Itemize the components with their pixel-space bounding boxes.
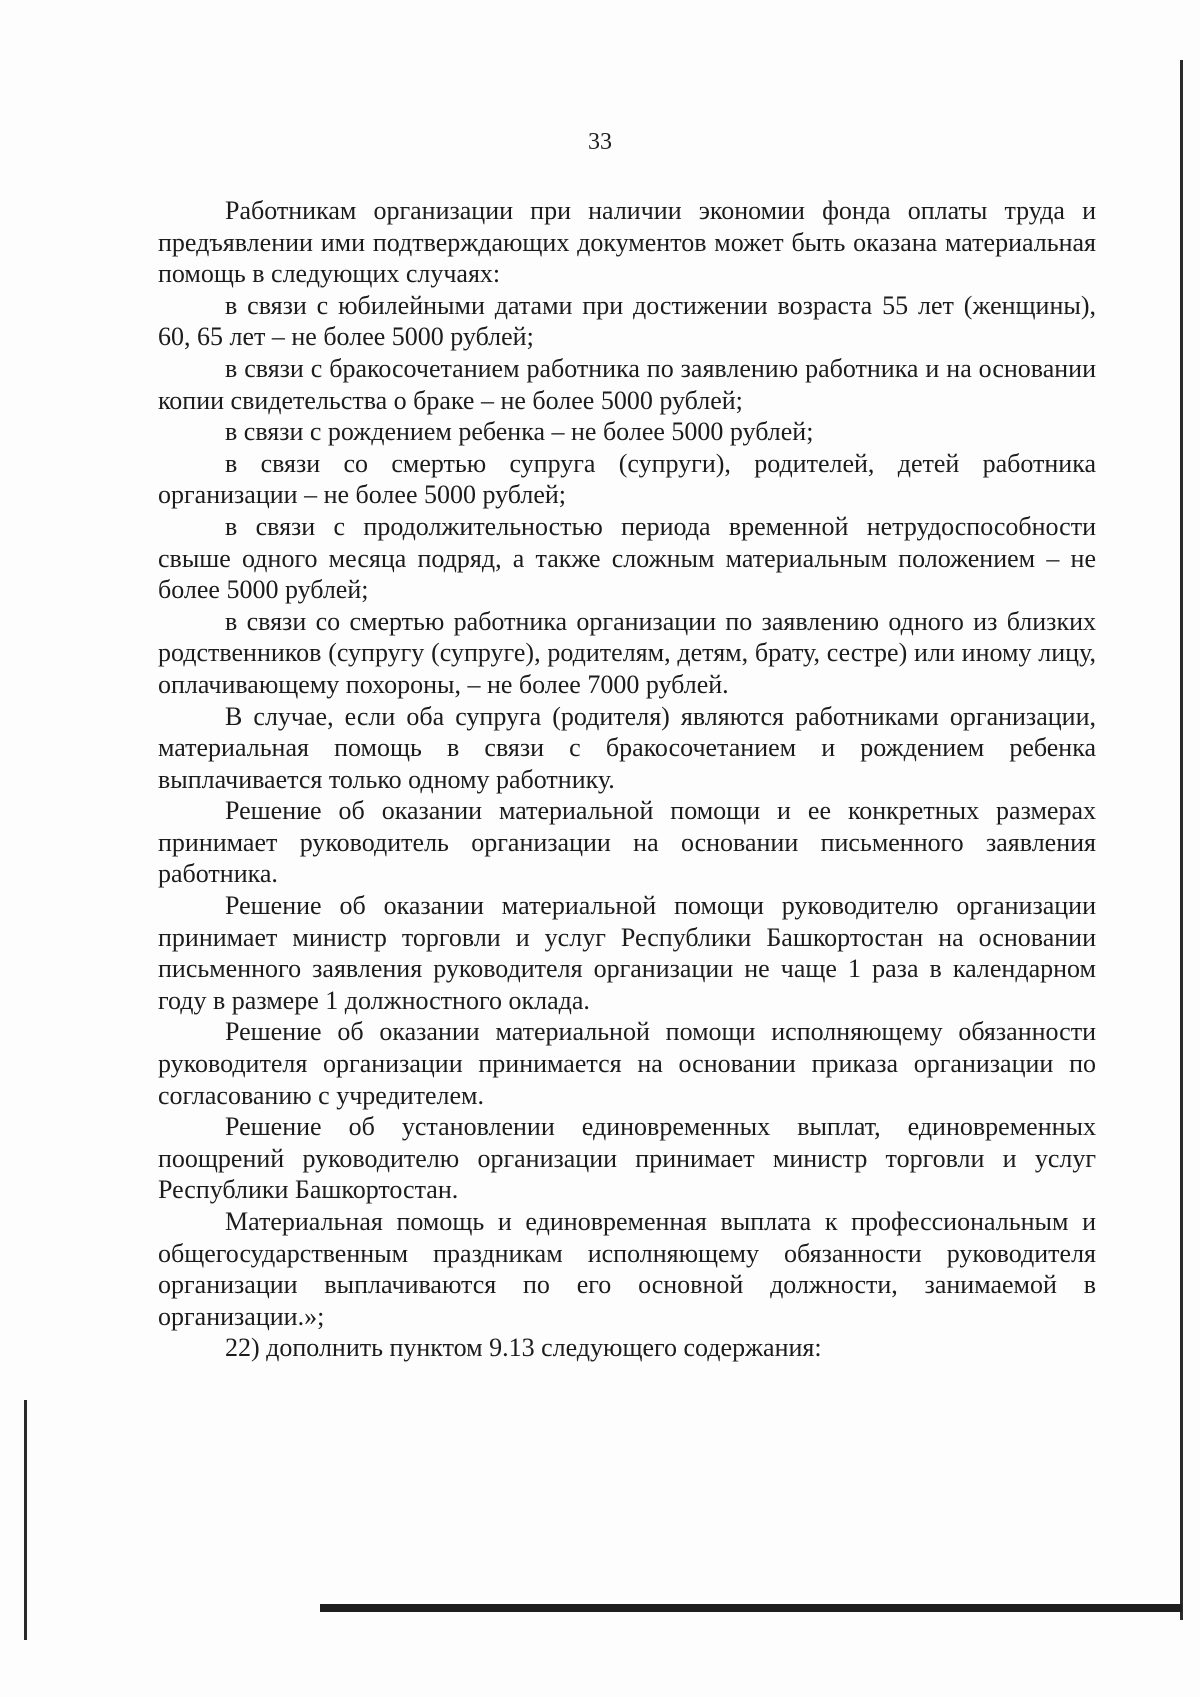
paragraph: в связи с продолжительностью периода временной нетрудоспособности свыше одного месяца подряд, а также сложным материальным положением – не более 5000 рублей; — [158, 511, 1096, 605]
paragraph: В случае, если оба супруга (родителя) являются работниками организации, материальная помощь в связи с бракосочетанием и рождением ребенка выплачивается только одному работнику. — [158, 701, 1096, 794]
page-number: 33 — [588, 129, 612, 155]
paragraph: в связи со смертью работника организации по заявлению одного из близких родственников (супругу (супруге), родителям, детям, брату, сестре) или иному лицу, оплачивающему похороны, – не более 7000 рублей. — [158, 606, 1096, 699]
paragraph: 22) дополнить пунктом 9.13 следующего содержания: — [225, 1333, 822, 1363]
document-body — [158, 195, 1096, 1364]
scan-edge-left — [24, 1400, 27, 1640]
paragraph: Решение об оказании материальной помощи руководителю организации принимает министр торговли и услуг Республики Башкортостан на основании письменного заявления руководителя организации не чаще 1 раза в календарном году в размере 1 должностного оклада. — [158, 891, 1096, 1015]
paragraph: Работникам организации при наличии экономии фонда оплаты труда и предъявлении ими подтверждающих документов может быть оказана материальная помощь в следующих случаях: — [158, 196, 1096, 289]
paragraph: в связи с юбилейными датами при достижении возраста 55 лет (женщины), 60, 65 лет – не более 5000 рублей; — [158, 290, 1096, 352]
paragraph: Материальная помощь и единовременная выплата к профессиональным и общегосударственным праздникам исполняющему обязанности руководителя организации выплачиваются по его основной должности, занимаемой в организации.»; — [158, 1207, 1096, 1331]
paragraph: в связи со смертью супруга (супруги), родителей, детей работника организации – не более 5000 рублей; — [158, 448, 1096, 510]
paragraph: Решение об установлении единовременных выплат, единовременных поощрений руководителю организации принимает министр торговли и услуг Республики Башкортостан. — [158, 1112, 1096, 1205]
paragraph: в связи с бракосочетанием работника по заявлению работника и на основании копии свидетельства о браке – не более 5000 рублей; — [158, 353, 1096, 415]
paragraph: Решение об оказании материальной помощи и ее конкретных размерах принимает руководитель организации на основании письменного заявления работника. — [158, 796, 1096, 889]
paragraph: в связи с рождением ребенка – не более 5000 рублей; — [225, 417, 814, 447]
scan-edge-right — [1180, 60, 1183, 1620]
paragraph: Решение об оказании материальной помощи исполняющему обязанности руководителя организации принимается на основании приказа организации по согласованию с учредителем. — [158, 1017, 1096, 1110]
scan-edge-bottom — [320, 1604, 1182, 1612]
